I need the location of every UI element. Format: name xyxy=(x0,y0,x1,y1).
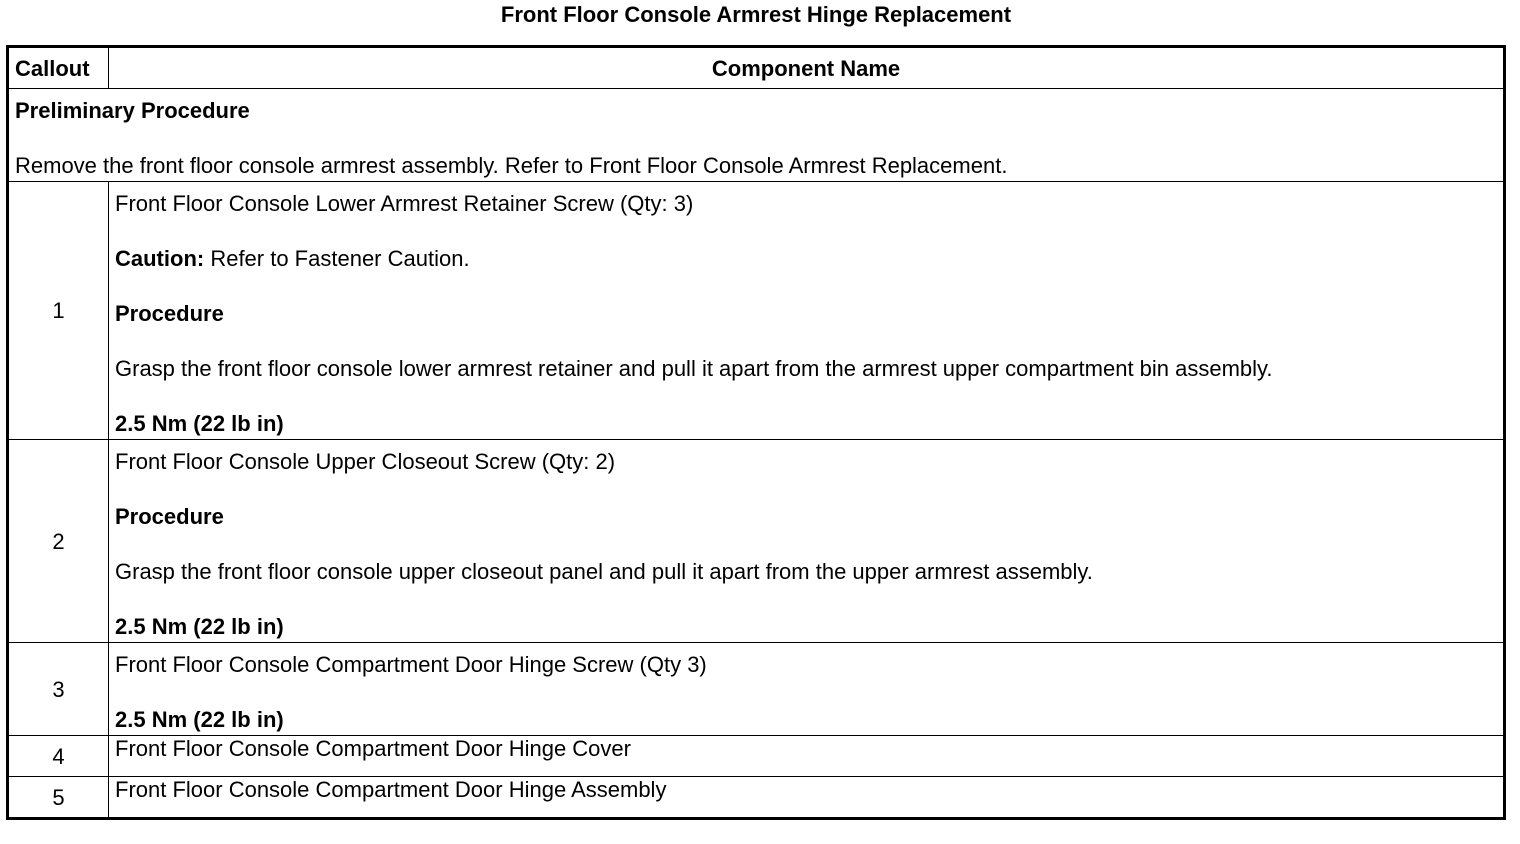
torque-spec: 2.5 Nm (22 lb in) xyxy=(115,411,284,436)
callout-number: 4 xyxy=(8,736,109,777)
callout-number: 3 xyxy=(8,643,109,736)
table-header-row xyxy=(8,47,1505,89)
torque-spec: 2.5 Nm (22 lb in) xyxy=(115,614,284,639)
component-cell xyxy=(109,440,1505,643)
callout-number: 2 xyxy=(8,440,109,643)
caution-text: Refer to Fastener Caution. xyxy=(204,246,470,271)
callout-number: 5 xyxy=(8,777,109,819)
procedure-label: Procedure xyxy=(115,504,224,529)
component-table xyxy=(6,45,1506,820)
component-cell xyxy=(109,643,1505,736)
table-row xyxy=(8,182,1505,440)
header-callout: Callout xyxy=(8,47,109,89)
table-row xyxy=(8,643,1505,736)
table-row xyxy=(8,777,1505,819)
preliminary-row xyxy=(8,89,1505,182)
component-cell xyxy=(109,182,1505,440)
caution-label: Caution: xyxy=(115,246,205,271)
page-title: Front Floor Console Armrest Hinge Replacement xyxy=(500,2,1012,27)
component-name: Front Floor Console Lower Armrest Retainer Screw (Qty: 3) xyxy=(115,191,694,216)
component-name: Front Floor Console Compartment Door Hinge Screw (Qty 3) xyxy=(115,652,707,677)
header-component-name: Component Name xyxy=(109,47,1505,89)
preliminary-text: Remove the front floor console armrest assembly. Refer to Front Floor Console Armrest Replacement. xyxy=(15,153,1008,178)
torque-spec: 2.5 Nm (22 lb in) xyxy=(115,707,284,732)
component-name: Front Floor Console Upper Closeout Screw (Qty: 2) xyxy=(115,449,616,474)
table-row xyxy=(8,736,1505,777)
preliminary-heading: Preliminary Procedure xyxy=(15,98,250,123)
table-row xyxy=(8,440,1505,643)
component-name: Front Floor Console Compartment Door Hinge Cover xyxy=(109,736,1505,777)
preliminary-cell xyxy=(8,89,1505,182)
procedure-text: Grasp the front floor console upper closeout panel and pull it apart from the upper armrest assembly. xyxy=(115,559,1093,584)
caution-line xyxy=(115,246,1497,271)
procedure-text: Grasp the front floor console lower armrest retainer and pull it apart from the armrest upper compartment bin assembly. xyxy=(115,356,1273,381)
component-name: Front Floor Console Compartment Door Hinge Assembly xyxy=(109,777,1505,819)
callout-number: 1 xyxy=(8,182,109,440)
procedure-label: Procedure xyxy=(115,301,224,326)
